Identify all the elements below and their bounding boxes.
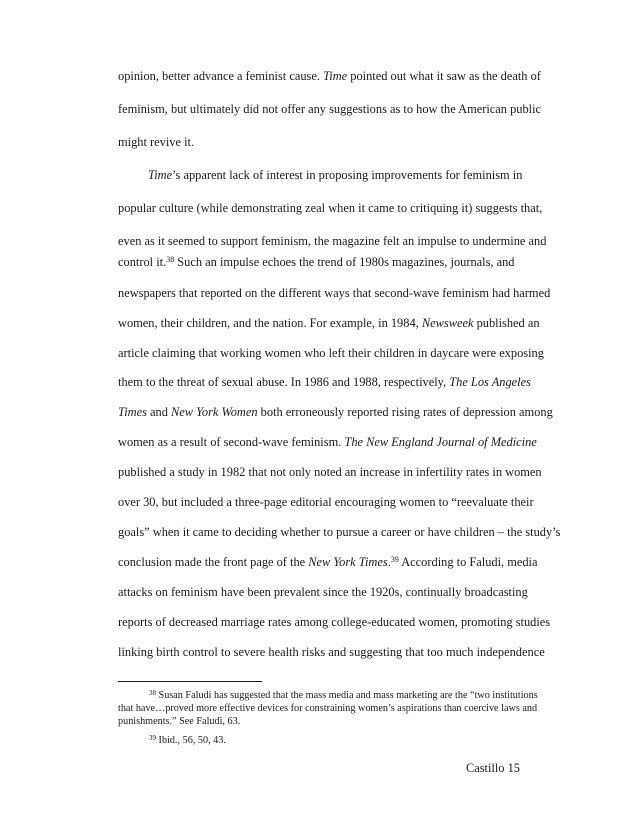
publication-title: Times — [118, 405, 147, 419]
body-line-12: Times and New York Women both erroneously reported rising rates of depression among — [118, 405, 553, 419]
body-line-11: them to the threat of sexual abuse. In 1986 and 1988, respectively, The Los Angeles — [118, 375, 531, 389]
body-line-9: women, their children, and the nation. For example, in 1984, Newsweek published an — [118, 316, 540, 330]
body-line-4: Time’s apparent lack of interest in proposing improvements for feminism in — [148, 168, 523, 182]
page-number: Castillo 15 — [465, 761, 520, 775]
publication-title: Time — [323, 69, 348, 83]
publication-title: New York Women — [171, 405, 258, 419]
body-line-3: might revive it. — [118, 135, 195, 149]
body-line-15: over 30, but included a three-page editorial encouraging women to “reevaluate their — [118, 495, 534, 509]
body-line-20: linking birth control to severe health risks and suggesting that too much independence — [118, 645, 545, 659]
footnote-38-line-3: punishments.” See Faludi, 63. — [118, 716, 241, 727]
footnote-38-line-1: $^{38}$ Susan Faludi has suggested that the mass media and mass marketing are the “two institutions — [149, 689, 538, 701]
body-line-1: opinion, better advance a feminist cause. Time pointed out what it saw as the death of — [118, 69, 541, 83]
publication-title: Newsweek — [421, 316, 474, 330]
publication-title: Time — [148, 168, 173, 182]
footnote-38-line-2: that have…proved more effective devices for constraining women’s aspirations than coercive laws and — [118, 703, 538, 714]
body-line-10: article claiming that working women who left their children in daycare were exposing — [118, 346, 544, 360]
body-line-8: newspapers that reported on the different ways that second-wave feminism had harmed — [118, 286, 551, 300]
footnote-separator — [118, 681, 262, 682]
publication-title: The Los Angeles — [449, 375, 531, 389]
body-line-16: goals” when it came to deciding whether to pursue a career or have children – the study’s — [118, 525, 561, 539]
body-line-5: popular culture (while demonstrating zeal when it came to critiquing it) suggests that, — [118, 201, 543, 215]
publication-title: The New England Journal of Medicine — [344, 435, 537, 449]
footnote-number: 39 — [149, 734, 156, 742]
footnote-39: $^{39}$ Ibid., 56, 50, 43. — [149, 734, 226, 746]
footnote-ref-38: 38 — [166, 255, 175, 264]
body-line-19: reports of decreased marriage rates among college-educated women, promoting studies — [118, 615, 551, 629]
body-line-6: even as it seemed to support feminism, the magazine felt an impulse to undermine and — [118, 234, 547, 248]
body-line-2: feminism, but ultimately did not offer any suggestions as to how the American public — [118, 102, 542, 116]
body-line-14: published a study in 1982 that not only noted an increase in infertility rates in women — [118, 465, 542, 479]
body-line-18: attacks on feminism have been prevalent since the 1920s, continually broadcasting — [118, 585, 528, 599]
footnote-number: 38 — [149, 689, 156, 697]
publication-title: New York Times — [308, 555, 388, 569]
body-line-13: women as a result of second-wave feminism. The New England Journal of Medicine — [118, 435, 537, 449]
footnote-ref-39: 39 — [390, 555, 399, 564]
body-line-17: conclusion made the front page of the New York Times.$^{39}$ According to Faludi, media — [118, 555, 538, 569]
body-line-7: control it.$^{38}$ Such an impulse echoes the trend of 1980s magazines, journals, and — [118, 255, 515, 269]
